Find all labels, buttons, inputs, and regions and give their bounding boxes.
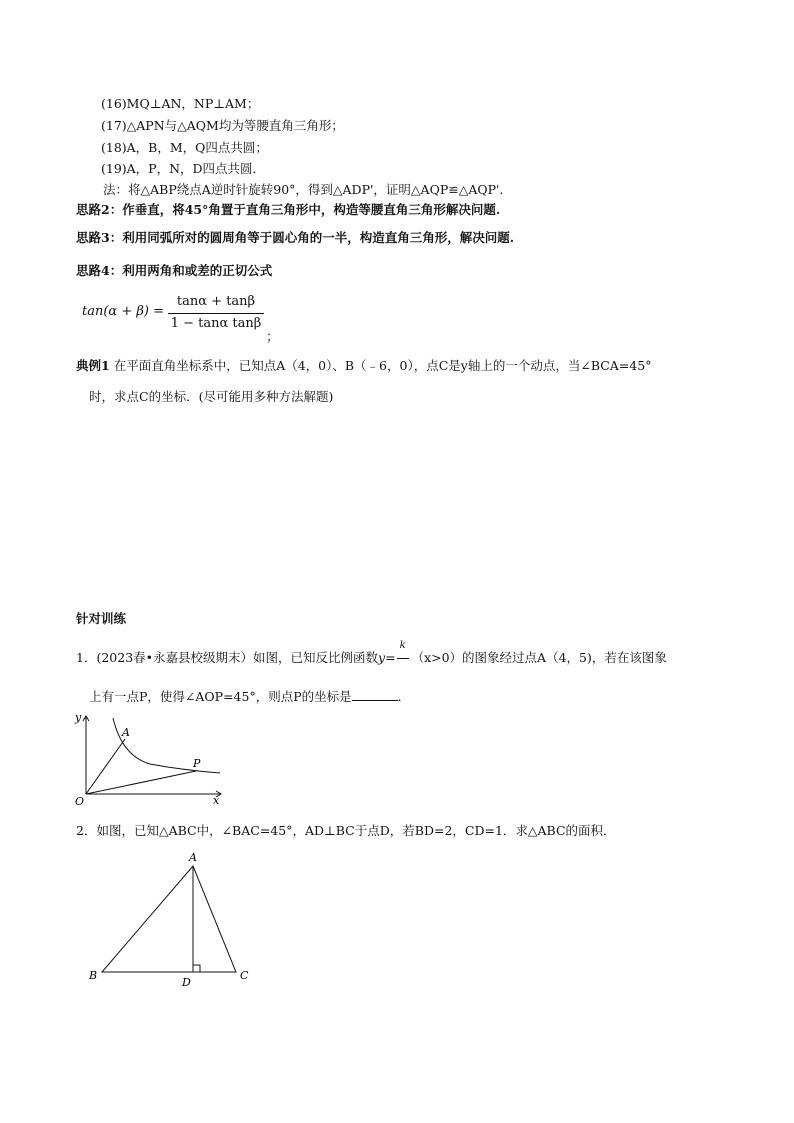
- q1-text-b: （x>0）的图象经过点A（4，5)，若在该图象: [411, 650, 667, 665]
- label-o: O: [75, 795, 85, 808]
- question-1-line1: [76, 640, 667, 666]
- q1-fn-y: y: [378, 650, 386, 665]
- training-title: 针对训练: [76, 611, 127, 626]
- figure-1: [70, 708, 230, 808]
- idea-4: 思路4：利用两角和或差的正切公式: [76, 263, 273, 278]
- example-label: 典例1: [76, 358, 110, 373]
- triangle-abc: [102, 866, 236, 972]
- question-2: 2．如图，已知△ABC中，∠BAC=45°，AD⊥BC于点D，若BD=2，CD=1．求△ABC的面积．: [76, 823, 616, 838]
- fraction-bar: [168, 313, 264, 314]
- right-angle-mark: [193, 965, 200, 972]
- q1-line2-a: 上有一点P，使得∠AOP=45°，则点P的坐标是: [89, 689, 352, 704]
- q1-fraction: [396, 640, 412, 662]
- label-a: A: [122, 726, 130, 739]
- label-y: y: [75, 711, 82, 724]
- method-note: 法：将△ABP绕点A逆时针旋转90°，得到△ADP'，证明△AQP≌△AQP'.: [103, 182, 504, 197]
- formula-denominator: 1 − tanα tanβ: [170, 316, 262, 331]
- formula-lhs: tan(α + β) =: [82, 304, 164, 319]
- segment-op: [86, 771, 196, 794]
- list-item-16: (16)MQ⊥AN，NP⊥AM；: [101, 96, 260, 111]
- example-1-line1: [76, 358, 651, 374]
- question-1-line2: [89, 689, 410, 705]
- idea-3: 思路3：利用同弧所对的圆周角等于圆心角的一半，构造直角三角形，解决问题.: [76, 230, 515, 245]
- label-a: A: [189, 851, 197, 864]
- label-c: C: [240, 969, 249, 982]
- figure-2: [85, 848, 255, 988]
- label-b: B: [89, 969, 98, 982]
- list-item-17: (17)△APN与△AQM均为等腰直角三角形；: [101, 118, 344, 133]
- q1-fn-numerator: k: [399, 640, 406, 651]
- list-item-18: (18)A，B，M，Q四点共圆；: [101, 140, 268, 155]
- q1-fn-eq: =: [385, 650, 396, 665]
- formula-tail: ；: [266, 330, 280, 345]
- q1-text-a: 1．(2023春•永嘉县校级期末）如图，已知反比例函数: [76, 650, 379, 665]
- formula-numerator: tanα + tanβ: [176, 294, 256, 309]
- answer-blank[interactable]: [352, 689, 398, 701]
- label-x: x: [213, 794, 220, 807]
- list-item-19: (19)A，P，N，D四点共圆．: [101, 161, 266, 176]
- segment-oa: [86, 739, 125, 794]
- q1-line2-b: ．: [397, 689, 411, 704]
- example-1-line2: 时，求点C的坐标．(尽可能用多种方法解题): [89, 389, 334, 404]
- label-p: P: [193, 757, 201, 770]
- example-text-1: 在平面直角坐标系中，已知点A（4，0）、B（﹣6，0），点C是y轴上的一个动点，当∠BCA=45°: [113, 358, 652, 373]
- q1-fraction-bar: [397, 658, 409, 659]
- idea-2: 思路2：作垂直，将45°角置于直角三角形中，构造等腰直角三角形解决问题.: [76, 202, 501, 217]
- label-d: D: [182, 976, 191, 989]
